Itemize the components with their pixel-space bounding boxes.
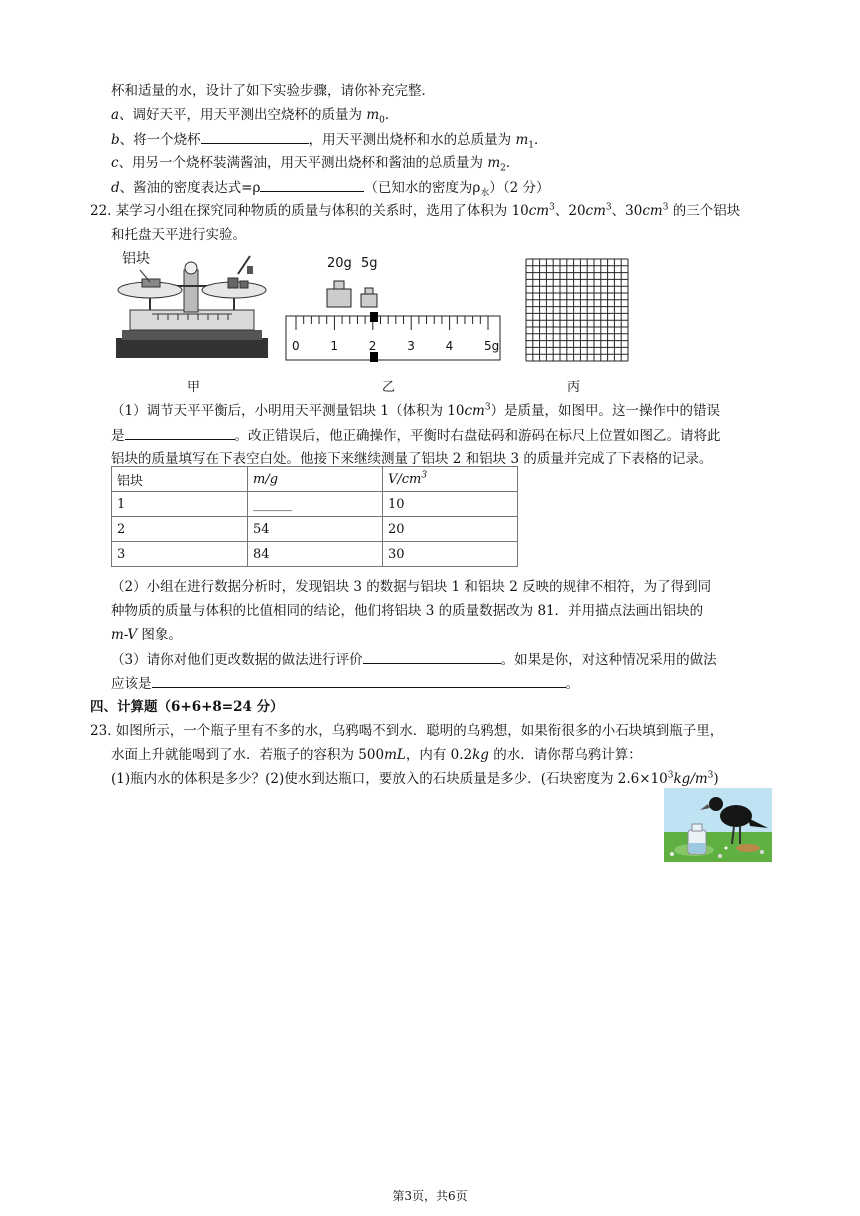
caption-yi: 乙	[382, 380, 396, 395]
step-d: d、酱油的密度表达式=ρ （已知水的密度为$\rho_水)(2$ 分）	[111, 180, 550, 199]
question-22-line2: 和托盘天平进行实验。	[111, 227, 246, 243]
step-a: a、调好天平，用天平测出空烧杯的质量为 $m_0$．	[111, 107, 399, 126]
table-row	[112, 517, 518, 542]
table-header: $V/cm^3$	[383, 467, 518, 492]
question-23-line2: 水面上升就能喝到了水．若瓶子的容积为 500mL，内有 0.2kg 的水．请你帮乌鸦计算：	[111, 747, 642, 763]
q22-part1-line2: 是 。改正错误后，他正确操作，平衡时右盘砝码和游码在标尺上位置如图乙。请将此	[111, 428, 721, 444]
q22-part3-line2: 应该是 。	[111, 676, 579, 692]
q22-part2-line1: （2）小组在进行数据分析时，发现铝块 3 的数据与铝块 1 和铝块 2 反映的规律不相符，为了得到同	[111, 579, 712, 595]
step-c: c、用另一个烧杯装满酱油，用天平测出烧杯和酱油的总质量为 $m_2$．	[111, 155, 520, 174]
question-23-line1: 23. 如图所示，一个瓶子里有不多的水，乌鸦喝不到水．聪明的乌鸦想，如果衔很多的小石块填到瓶子里，	[90, 723, 724, 739]
ruler-tick-label: 1	[330, 339, 339, 353]
answer-blank	[363, 650, 501, 664]
caption-bing: 丙	[567, 380, 581, 395]
answer-blank	[201, 130, 309, 144]
weight-20g-label: 20g	[327, 256, 352, 271]
figure-label-block: 铝块	[122, 251, 150, 267]
q22-part1-line3: 铝块的质量填写在下表空白处。他接下来继续测量了铝块 2 和铝块 3 的质量并完成了下表格的记录。	[111, 451, 713, 467]
step-b: b、将一个烧杯 ，用天平测出烧杯和水的总质量为 $m_1$．	[111, 132, 548, 151]
table-header: 铝块	[112, 467, 248, 492]
answer-blank	[152, 674, 566, 688]
q22-part3-line1: （3）请你对他们更改数据的做法进行评价 。如果是你，对这种情况采用的做法	[111, 652, 717, 668]
table-cell: 20	[383, 517, 518, 542]
rider-top	[370, 312, 378, 322]
question-23-line3: (1)瓶内水的体积是多少？(2)使水到达瓶口，要放入的石块质量是多少．(石块密度为 $2.6\times 10^3kg/m^3$)	[111, 770, 719, 787]
weight-5g-label: 5g	[361, 256, 378, 271]
page-footer: 第3页，共6页	[392, 1189, 468, 1203]
section-title: 四、计算题（6+6+8=24 分）	[90, 699, 284, 715]
table-row	[112, 542, 518, 567]
table-cell: 2	[112, 517, 248, 542]
ruler-tick-label: 3	[407, 339, 415, 353]
answer-blank	[260, 178, 364, 192]
mass-volume-table	[111, 466, 518, 567]
crow-illustration	[664, 788, 772, 862]
table-cell: 10	[383, 492, 518, 517]
q22-part1-line1: （1）调节天平平衡后，小明用天平测量铝块 1（体积为 $10cm^3$）是质量，如图甲。这一操作中的错误	[111, 402, 721, 419]
table-cell: 30	[383, 542, 518, 567]
q22-part2-line3: m-V 图象。	[111, 627, 182, 643]
table-row	[112, 492, 518, 517]
table-cell: 54	[248, 517, 383, 542]
intro-line: 杯和适量的水，设计了如下实验步骤，请你补充完整．	[111, 83, 435, 99]
caption-jia: 甲	[187, 380, 201, 395]
question-22-line1: 22. 某学习小组在探究同种物质的质量与体积的关系时，选用了体积为 $10cm^3$、$20cm^3$、$30cm^3$ 的三个铝块	[90, 202, 741, 219]
table-cell-blank: ______	[248, 492, 383, 517]
rider-bottom	[370, 352, 378, 362]
ruler-tick-label: 2	[368, 339, 377, 353]
table-cell: 84	[248, 542, 383, 567]
table-header-row	[112, 467, 518, 492]
table-header: m/g	[248, 467, 383, 492]
weights-ruler-figure	[282, 252, 504, 362]
grid-figure	[525, 258, 629, 362]
ruler-tick-label: 5g	[484, 339, 500, 353]
table-cell: 3	[112, 542, 248, 567]
ruler-tick-label: 4	[445, 339, 454, 353]
answer-blank	[125, 426, 235, 440]
ruler-tick-label: 0	[292, 339, 300, 353]
q22-part2-line2: 种物质的质量与体积的比值相同的结论，他们将铝块 3 的质量数据改为 81．并用描点法画出铝块的	[111, 603, 704, 619]
table-cell: 1	[112, 492, 248, 517]
